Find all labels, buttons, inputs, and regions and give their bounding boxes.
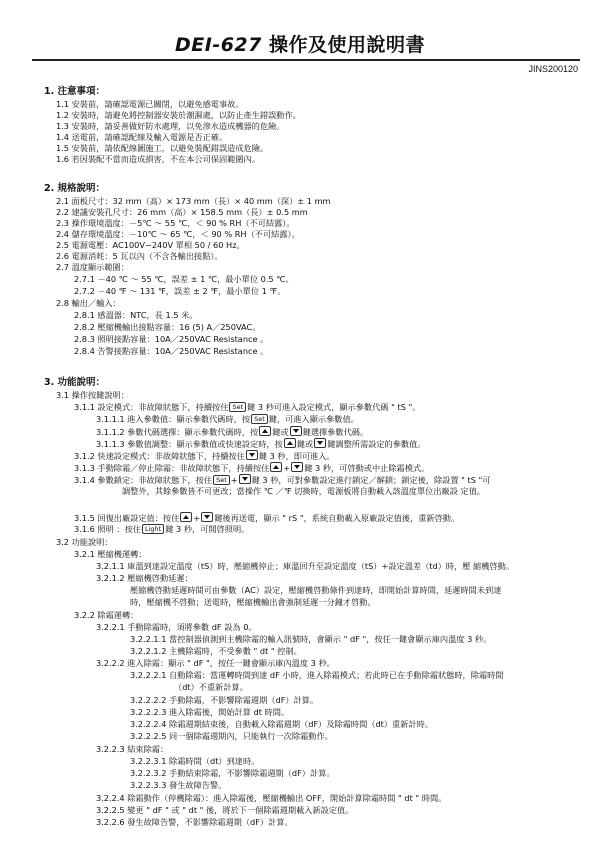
text-segment: 鍵 3 秒，可對參數設定進行鎖定／解鎖；鎖定後，除設置 " tS "可 <box>251 475 491 485</box>
text-line: 3.1.4 參數鎖定：非故障狀態下，按住 Set + 鍵 3 秒，可對參數設定進行鎖定／解鎖；鎖定後，除設置 " tS "可 <box>74 475 491 485</box>
text-line: 3.1.3 手動除霜／停止除霜：非故障狀態下，持續按住 + 鍵 3 秒，可啓動或中止除霜模式。 <box>74 463 430 473</box>
text-segment: 3.1.1.2 參數代碼選擇：顯示參數代碼時，按 <box>96 427 259 437</box>
section-2-heading: 2. 規格說明： <box>44 183 106 194</box>
text-segment: 3.1.1.3 參數值調整：顯示參數值或快速設定時，按 <box>96 439 283 449</box>
title-text: 操作及使用說明書 <box>261 34 425 56</box>
text-line: 1.5 安裝前，請依配線圖施工，以避免裝配錯誤造成危險。 <box>56 143 269 153</box>
set-key-icon: Set <box>213 475 230 485</box>
down-arrow-key-icon <box>246 450 258 460</box>
text-line: 3.2.2.2.4 除霜週期結束後，自動載入除霜週期（dF）及除霜時間（dt）重新計時。 <box>130 719 433 729</box>
text-line: 2.1 面板尺寸：32 mm（高）× 173 mm（長）× 40 mm（深）± 1 mm <box>56 196 331 206</box>
text-line <box>74 524 249 536</box>
text-segment: 3.1.1.1 進入參數值：顯示參數代碼時，按 <box>96 414 251 424</box>
text-line: 3.2 功能說明： <box>56 537 113 547</box>
text-line: 3.2.2.2 進入除霜：顯示 " dF "，按任一鍵會顯示庫內溫度 3 秒。 <box>96 658 335 668</box>
document-number: JINS200120 <box>528 64 578 74</box>
text-line: 調整外，其餘參數皆不可更改；當操作 ℃ ／℉ 切換時，電源板將自動載入該溫度單位出廠設 定值。 <box>122 486 486 496</box>
text-line: 3.2.2 除霜運轉： <box>74 610 139 620</box>
text-segment: 鍵調整所需設定的參數值。 <box>327 439 426 449</box>
text-segment: 3.1.3 手動除霜／停止除霜：非故障狀態下，持續按住 <box>74 463 270 473</box>
text-line <box>74 402 420 414</box>
text-line: 2.6 電源消耗：5 瓦以內（不含各輸出接點）。 <box>56 251 223 261</box>
text-segment: 鍵 3 秒可進入設定模式，顯示參數代碼 " tS "。 <box>247 402 421 412</box>
up-arrow-key-icon <box>284 438 296 448</box>
down-arrow-key-icon <box>239 474 251 484</box>
text-line: 3.1 操作按鍵說明： <box>56 390 129 400</box>
text-segment: 鍵或 <box>272 427 289 437</box>
text-segment: 鍵，可進入顯示參數值。 <box>268 414 359 424</box>
text-segment: 鍵 3 秒，可開啓照明。 <box>165 524 250 534</box>
text-line: 2.5 電源電壓：AC100V~240V 單相 50 / 60 Hz。 <box>56 240 245 250</box>
text-line: 3.2.1.1 庫溫到達設定溫度（tS）時，壓縮機停止；庫溫回升至設定溫度（tS）+設定溫差（td）時，壓 縮機啓動。 <box>96 561 514 571</box>
text-line: 時，壓縮機不啓動；送電時，壓縮機輸出會強制延遲一分鐘才啓動。 <box>130 597 376 607</box>
text-segment: 3.1.6 照明 ：按住 <box>74 524 141 534</box>
text-line: 1.3 安裝時，請妥善做好防水處理，以免滲水造成機器的危險。 <box>56 121 285 131</box>
down-arrow-key-icon <box>201 512 213 522</box>
text-line: 2.8.2 壓縮機輸出接點容量：16 (5) A／250VAC。 <box>74 322 261 332</box>
text-segment: 鍵 3 秒，可啓動或中止除霜模式。 <box>304 463 430 473</box>
text-line: 2.8.1 感溫器：NTC，長 1.5 米。 <box>74 310 198 320</box>
text-line: 3.2.1.2 壓縮機啓動延遲： <box>96 573 193 583</box>
text-line: 3.2.2.3 結束除霜： <box>96 744 169 754</box>
title-divider <box>32 59 580 61</box>
up-arrow-key-icon <box>270 462 282 472</box>
down-arrow-key-icon <box>314 438 326 448</box>
text-line: 2.8.4 告警接點容量：10A／250VAC Resistance 。 <box>74 346 269 356</box>
text-line: 3.1.5 回復出廠設定值：按住 + 鍵後再送電，顯示 " rS "，系統自動載入原廠設定值後，重新啓動。 <box>74 513 460 523</box>
text-segment: 鍵或 <box>296 439 314 449</box>
text-line <box>96 438 425 451</box>
text-line: 2.8.3 照明接點容量：10A／250VAC Resistance 。 <box>74 334 269 344</box>
text-line: 1.2 安裝時，請避免將控制器安裝於潮濕處，以防止產生錯誤動作。 <box>56 110 301 120</box>
text-line: 2.3 操作環境溫度：－5℃ ～ 55 ℃，＜ 90 % RH（不可結露）。 <box>56 218 295 228</box>
text-line: 1.1 安裝前，請確認電源已關閉，以避免感電事故。 <box>56 99 244 109</box>
text-segment: 3.1.1 設定模式：非故障狀態下，持續按住 <box>74 402 229 412</box>
text-line: 2.7.1 －40 ℃ ～ 55 ℃，誤差 ± 1 ℃，最小單位 0.5 ℃。 <box>74 274 294 284</box>
text-line: 3.2.2.5 變更 " dF " 或 " dt " 後，將於下一個除霜週期載入新設定值。 <box>96 805 354 815</box>
text-line: 3.2.1 壓縮機運轉： <box>74 549 147 559</box>
up-arrow-key-icon <box>180 512 192 522</box>
text-line: 3.2.2.6 發生故障告警，不影響除霜週期（dF）計算。 <box>96 817 293 827</box>
text-line: 3.2.2.2.1 自動除霜：當運轉時間到達 dF 小時，進入除霜模式；若此時已在手動除霜狀態時，除霜時間 <box>130 670 504 680</box>
text-line: 3.2.2.1 手動除霜時，須將參數 dF 設為 0。 <box>96 622 257 632</box>
model-number: DEI-627 <box>175 34 262 56</box>
text-segment: 3.1.5 回復出廠設定值：按住 <box>74 513 180 523</box>
text-line: 3.2.2.3.2 手動結束除霜，不影響除霜週期（dF）計算。 <box>130 768 335 778</box>
down-arrow-key-icon <box>291 462 303 472</box>
text-line: 2.2 建議安裝孔尺寸：26 mm（高）× 158.5 mm（長）± 0.5 mm <box>56 207 308 217</box>
text-segment: 3.1.4 參數鎖定：非故障狀態下，按住 <box>74 475 213 485</box>
text-line: 3.2.2.1.1 當控制器偵測到主機除霜的輸入訊號時，會顯示 " dF "，按任一鍵會顯示庫內溫度 3 秒。 <box>130 634 492 644</box>
text-segment: 3.1.2 快速設定模式：非故障狀態下，持續按住 <box>74 451 245 461</box>
text-segment: 鍵 3 秒，即可進入。 <box>258 451 335 461</box>
text-line: 3.2.2.2.5 同一個除霜週期內，只能執行一次除霜動作。 <box>130 731 333 741</box>
text-line: 2.7.2 －40 ℉ ～ 131 ℉，誤差 ± 2 ℉，最小單位 1 ℉。 <box>74 286 286 296</box>
text-line: 2.7 溫度顯示範圍： <box>56 262 129 272</box>
text-line: 2.8 輸出／輸入： <box>56 298 121 308</box>
section-3-heading: 3. 功能說明： <box>44 377 106 388</box>
text-segment: 鍵選擇參數代碼。 <box>302 427 369 437</box>
section-1-heading: 1. 注意事項： <box>44 86 106 97</box>
text-line <box>96 426 368 439</box>
text-line: 3.2.2.4 除霜動作（停機除霜）：進入除霜後，壓縮機輸出 OFF，開始計算除霜時間 " dt " 時間。 <box>96 793 447 803</box>
text-segment: 鍵後再送電，顯示 " rS "，系統自動載入原廠設定值後，重新啓動。 <box>214 513 460 523</box>
light-key-icon: Light <box>142 524 164 534</box>
text-line: 3.2.2.3.1 除霜時間（dt）到達時。 <box>130 756 260 766</box>
text-line: 3.2.2.2.3 進入除霜後，開始計算 dt 時間。 <box>130 707 290 717</box>
down-arrow-key-icon <box>290 426 302 436</box>
text-line: 2.4 儲存環境溫度：－10℃ ～ 65 ℃，＜ 90 % RH（不可結露）。 <box>56 229 300 239</box>
text-line: 3.2.2.3.3 發生故障告警。 <box>130 780 227 790</box>
text-line: 壓縮機啓動延遲時間可由參數（AC）設定，壓縮機啓動條件到達時，即開始計算時間，延遲時間未到達 <box>130 585 502 595</box>
up-arrow-key-icon <box>259 426 271 436</box>
text-line: 1.4 送電前，請確認配線及輸入電源是否正確。 <box>56 132 228 142</box>
text-line <box>96 414 359 426</box>
text-line <box>74 450 335 463</box>
text-line: 3.2.2.1.2 主機除霜時，不受參數 " dt " 控制。 <box>130 646 302 656</box>
text-line: 3.2.2.2.2 手動除霜，不影響除霜週期（dF）計算。 <box>130 695 319 705</box>
document-title <box>0 30 600 57</box>
text-line: 1.6 若因裝配不當而造成損害，不在本公司保固範圍內。 <box>56 154 260 164</box>
set-key-icon: Set <box>229 402 246 412</box>
set-key-icon: Set <box>251 414 268 424</box>
text-line: （dt）不重新計算。 <box>174 682 248 692</box>
